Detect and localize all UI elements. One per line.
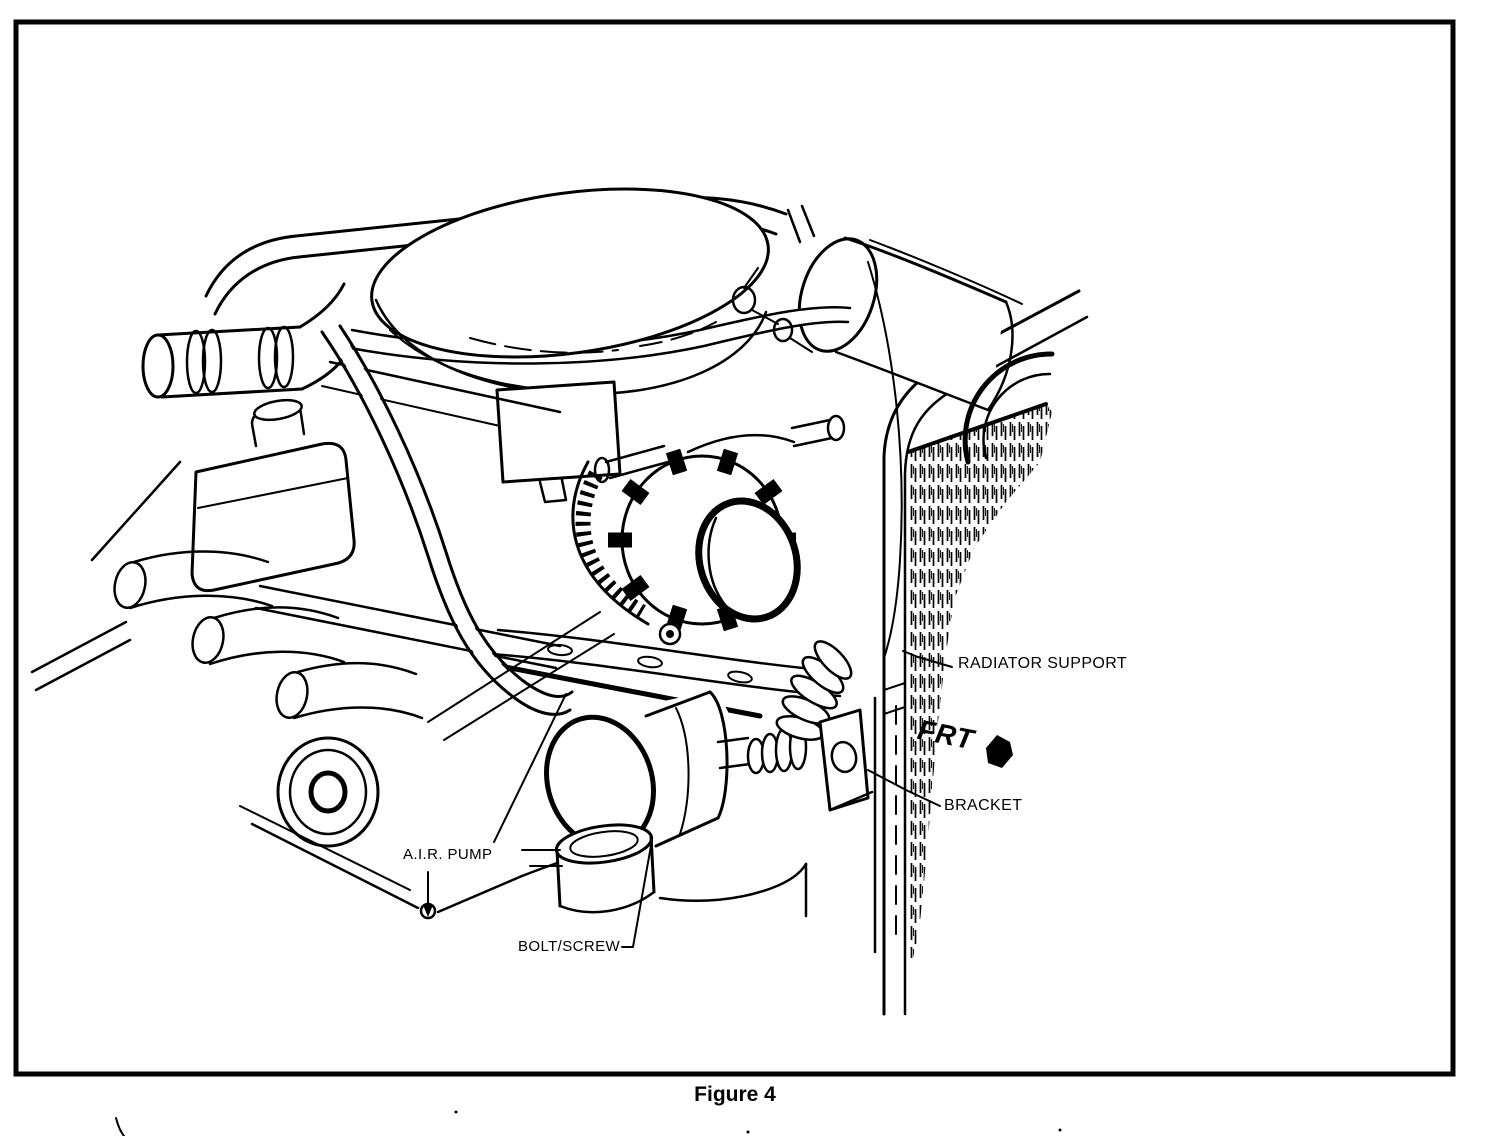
reservoir [192, 397, 354, 591]
scan-specks [116, 1111, 1062, 1136]
bracket-label: BRACKET [944, 797, 1023, 814]
frt-label: FRT [915, 714, 977, 756]
bracket-part [820, 710, 872, 810]
frt-arrow-icon [986, 735, 1013, 768]
radiator-support-label: RADIATOR SUPPORT [958, 655, 1128, 672]
radiator-core-hatch [908, 404, 1052, 958]
air-pump-label: A.I.R. PUMP [403, 846, 493, 863]
figure-caption: Figure 4 [694, 1083, 776, 1106]
exhaust-manifold [111, 552, 560, 721]
s-hose [322, 326, 572, 714]
bolt-screw-label: BOLT/SCREW [518, 938, 621, 955]
